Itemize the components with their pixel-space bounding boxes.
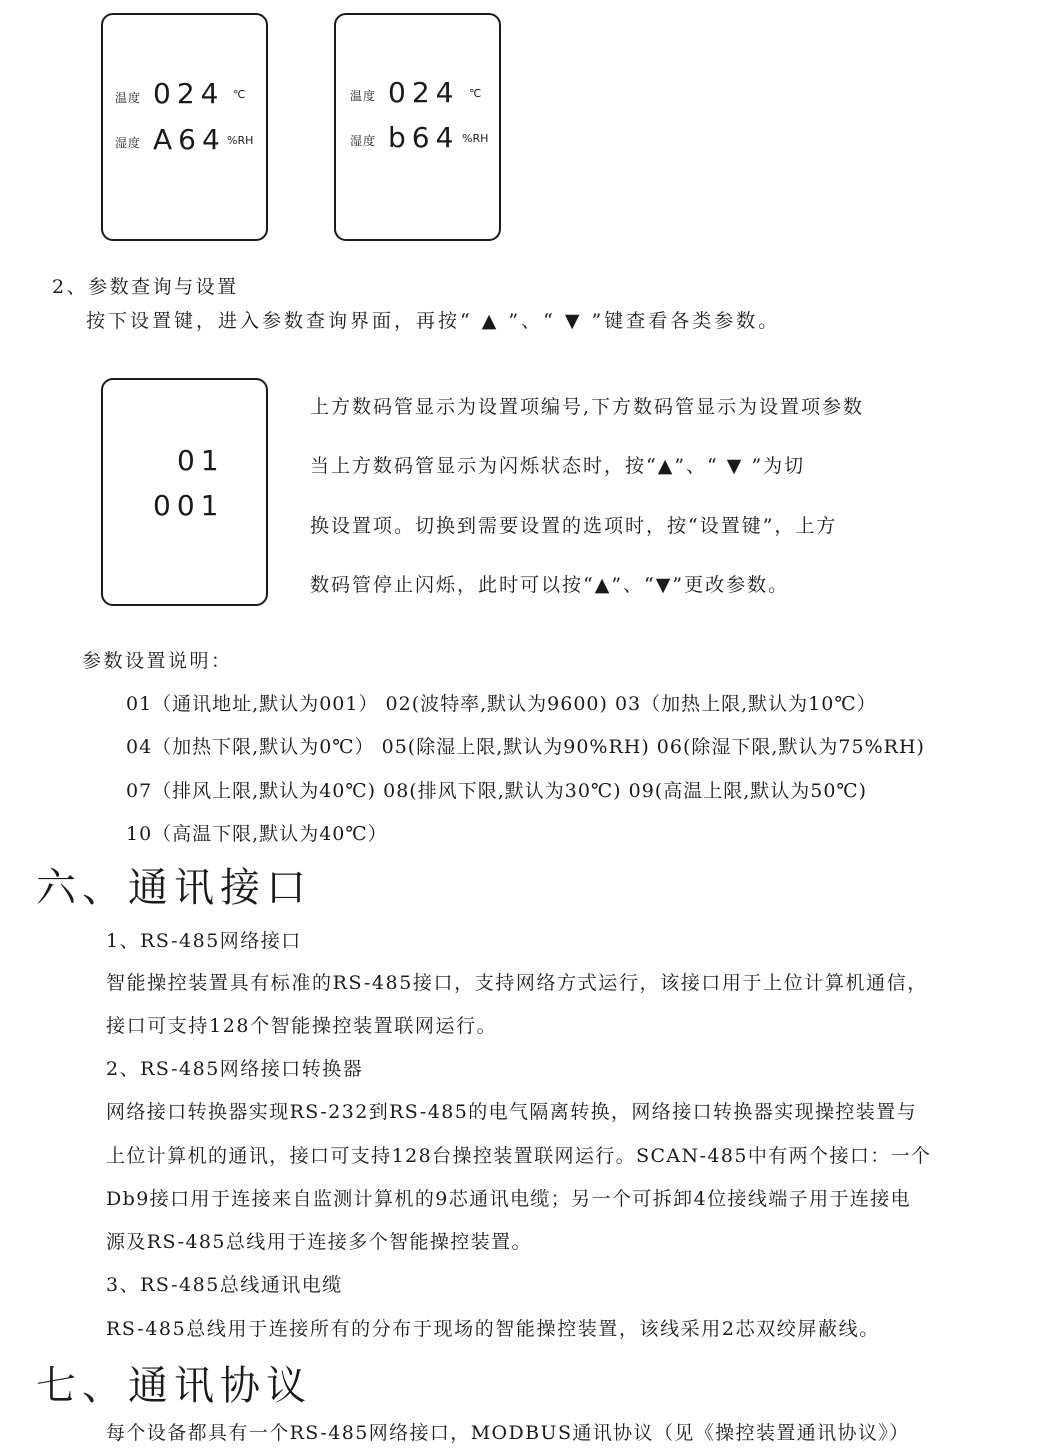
param-setting-row: 10（高温下限,默认为40℃）	[126, 823, 388, 845]
hum-value: A64	[153, 123, 226, 156]
param-desc-line: 上方数码管显示为设置项编号,下方数码管显示为设置项参数	[310, 396, 865, 418]
section6-item1-line: 智能操控装置具有标准的RS-485接口，支持网络方式运行，该接口用于上位计算机通信，	[106, 972, 928, 994]
section6-title: 六、通讯接口	[36, 865, 312, 911]
temp-unit: ℃	[233, 88, 246, 101]
param-desc-line: 当上方数码管显示为闪烁状态时，按“▲”、“ ▼ ”为切	[310, 455, 806, 477]
hum-value: b64	[388, 121, 460, 154]
temp-value: 024	[153, 77, 225, 110]
hum-label: 湿度	[115, 136, 142, 150]
section6-item3-heading: 3、RS-485总线通讯电缆	[106, 1274, 343, 1296]
param-value: 001	[153, 489, 225, 522]
section7-line: 每个设备都具有一个RS-485网络接口，MODBUS通讯协议（见《操控装置通讯协议》）	[106, 1422, 910, 1444]
param-setting-row: 04（加热下限,默认为0℃） 05(除湿上限,默认为90%RH) 06(除湿下限,默认为75%RH)	[126, 736, 925, 758]
param-display-panel	[101, 378, 268, 606]
section2-heading: 2、参数查询与设置	[52, 276, 239, 298]
hum-unit: %RH	[227, 134, 254, 147]
param-setting-row: 07（排风上限,默认为40℃) 08(排风下限,默认为30℃) 09(高温上限,默认为50℃)	[126, 780, 868, 802]
param-setting-row: 01（通讯地址,默认为001） 02(波特率,默认为9600) 03（加热上限,默认为10℃）	[126, 693, 877, 715]
param-settings-title: 参数设置说明：	[82, 650, 233, 672]
section2-intro: 按下设置键，进入参数查询界面，再按“ ▲ ”、“ ▼ ”键查看各类参数。	[86, 310, 781, 332]
temp-value: 024	[388, 76, 460, 109]
hum-unit: %RH	[462, 132, 489, 145]
section6-item2-line: 网络接口转换器实现RS-232到RS-485的电气隔离转换，网络接口转换器实现操控装置与	[106, 1101, 918, 1123]
hum-label: 湿度	[350, 134, 377, 148]
section6-item2-line: 上位计算机的通讯，接口可支持128台操控装置联网运行。SCAN-485中有两个接口：一个	[106, 1145, 932, 1167]
temp-label: 温度	[350, 89, 377, 103]
section6-item3-line: RS-485总线用于连接所有的分布于现场的智能操控装置，该线采用2芯双绞屏蔽线。	[106, 1318, 880, 1340]
section6-item1-heading: 1、RS-485网络接口	[106, 930, 302, 952]
display-panel-b	[334, 13, 501, 241]
section6-item1-line: 接口可支持128个智能操控装置联网运行。	[106, 1015, 498, 1037]
temp-unit: ℃	[469, 87, 482, 100]
temp-label: 温度	[115, 91, 142, 105]
param-number: 01	[177, 444, 225, 477]
section6-item2-line: Db9接口用于连接来自监测计算机的9芯通讯电缆；另一个可拆卸4位接线端子用于连接电	[106, 1188, 912, 1210]
param-desc-line: 换设置项。切换到需要设置的选项时，按“设置键”，上方	[310, 515, 838, 537]
section6-item2-line: 源及RS-485总线用于连接多个智能操控装置。	[106, 1231, 532, 1253]
section7-title: 七、通讯协议	[36, 1363, 312, 1409]
display-panel-a	[101, 13, 268, 241]
section6-item2-heading: 2、RS-485网络接口转换器	[106, 1058, 364, 1080]
param-desc-line: 数码管停止闪烁，此时可以按“▲”、“▼”更改参数。	[310, 574, 790, 596]
